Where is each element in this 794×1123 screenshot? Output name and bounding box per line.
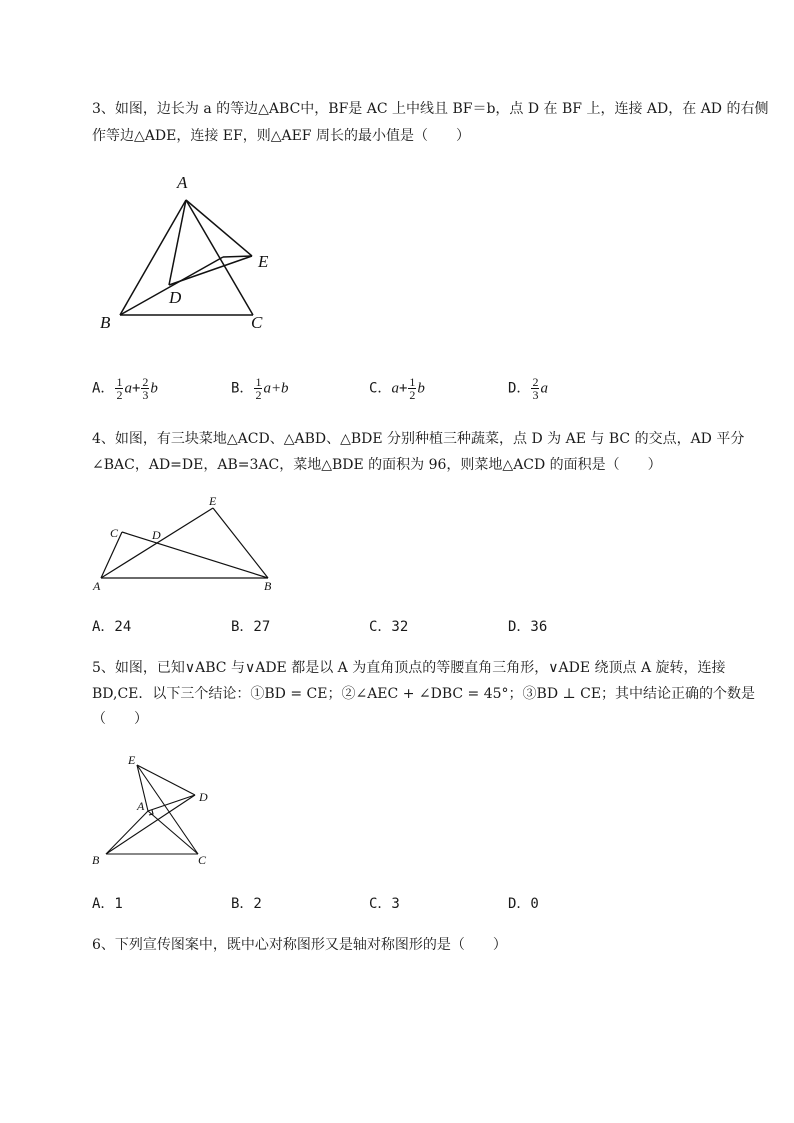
q5-edge-ed: [137, 765, 195, 795]
q4-label-e: E: [209, 494, 217, 508]
q5-figure: [88, 750, 228, 870]
q4-label-b: B: [264, 579, 272, 593]
q5-option-d[interactable]: D．0: [508, 896, 539, 912]
q5-segment-bd: [106, 795, 195, 854]
q5-edge-ad: [148, 795, 195, 811]
q3-stem-line1: 3、如图，边长为 a 的等边△ABC中，BF是 AC 上中线且 BF＝b，点 D 在 BF 上，连接 AD，在 AD 的右侧: [92, 101, 769, 117]
q4-segment-cb: [122, 532, 268, 578]
q5-label-d: D: [199, 790, 208, 804]
q3-option-d[interactable]: D． $\frac{2}{3}$ a: [508, 375, 548, 402]
q4-label-d: D: [152, 528, 161, 542]
q3-edge-ac: [186, 200, 253, 315]
q4-option-d[interactable]: D．36: [508, 619, 548, 635]
q5-stem-line3: （ ）: [92, 711, 148, 727]
q4-label-c: C: [110, 526, 119, 540]
q5-segment-ce: [137, 765, 198, 854]
q5-edge-ab: [106, 811, 148, 854]
q4-label-a: A: [93, 579, 101, 593]
q5-option-c[interactable]: C．3: [369, 896, 400, 912]
q3-label-e: E: [258, 252, 269, 271]
q3-figure: [90, 168, 290, 338]
q4-figure: [88, 492, 288, 597]
q4-option-c[interactable]: C．32: [369, 619, 409, 635]
q5-option-b[interactable]: B．2: [231, 896, 262, 912]
q5-label-e: E: [128, 753, 136, 767]
q5-label-c: C: [198, 853, 207, 867]
q6-stem-line1: 6、下列宣传图案中，既中心对称图形又是轴对称图形的是（ ）: [92, 937, 507, 953]
q3-label-b: B: [100, 313, 111, 332]
q3-label-a: A: [177, 173, 188, 192]
q3-segment-ad: [169, 200, 186, 285]
q3-label-d: D: [169, 288, 182, 307]
q3-label-c: C: [251, 313, 263, 332]
q3-segment-de: [169, 256, 252, 285]
q3-option-b[interactable]: B． $\frac{1}{2}$ a+b: [231, 375, 289, 402]
q4-stem-line2: ∠BAC，AD=DE，AB=3AC，菜地△BDE 的面积为 96，则菜地△ACD 的面积是（ ）: [92, 457, 662, 473]
q3-option-a[interactable]: A． $\frac{1}{2}$ a+ $\frac{2}{3}$ b: [92, 375, 158, 402]
q3-segment-ef: [223, 256, 252, 257]
q5-label-b: B: [92, 853, 100, 867]
q4-edge-eb: [213, 508, 268, 578]
q5-label-a: A: [137, 799, 145, 813]
q5-option-a[interactable]: A．1: [92, 896, 123, 912]
q3-segment-ae: [186, 200, 252, 256]
q4-segment-ae: [101, 508, 213, 578]
q5-stem-line2: BD,CE．以下三个结论：①BD = CE；②∠AEC + ∠DBC = 45°；③BD ⊥ CE；其中结论正确的个数是: [92, 686, 756, 702]
q3-stem-line2: 作等边△ADE，连接 EF，则△AEF 周长的最小值是（ ）: [92, 128, 470, 144]
q4-option-a[interactable]: A．24: [92, 619, 132, 635]
q4-option-b[interactable]: B．27: [231, 619, 271, 635]
q5-stem-line1: 5、如图，已知∨ABC 与∨ADE 都是以 A 为直角顶点的等腰直角三角形，∨ADE 绕顶点 A 旋转，连接: [92, 660, 726, 676]
q4-stem-line1: 4、如图，有三块菜地△ACD、△ABD、△BDE 分别种植三种蔬菜，点 D 为 AE 与 BC 的交点，AD 平分: [92, 431, 745, 447]
q3-option-c[interactable]: C．a+ $\frac{1}{2}$ b: [369, 375, 425, 402]
